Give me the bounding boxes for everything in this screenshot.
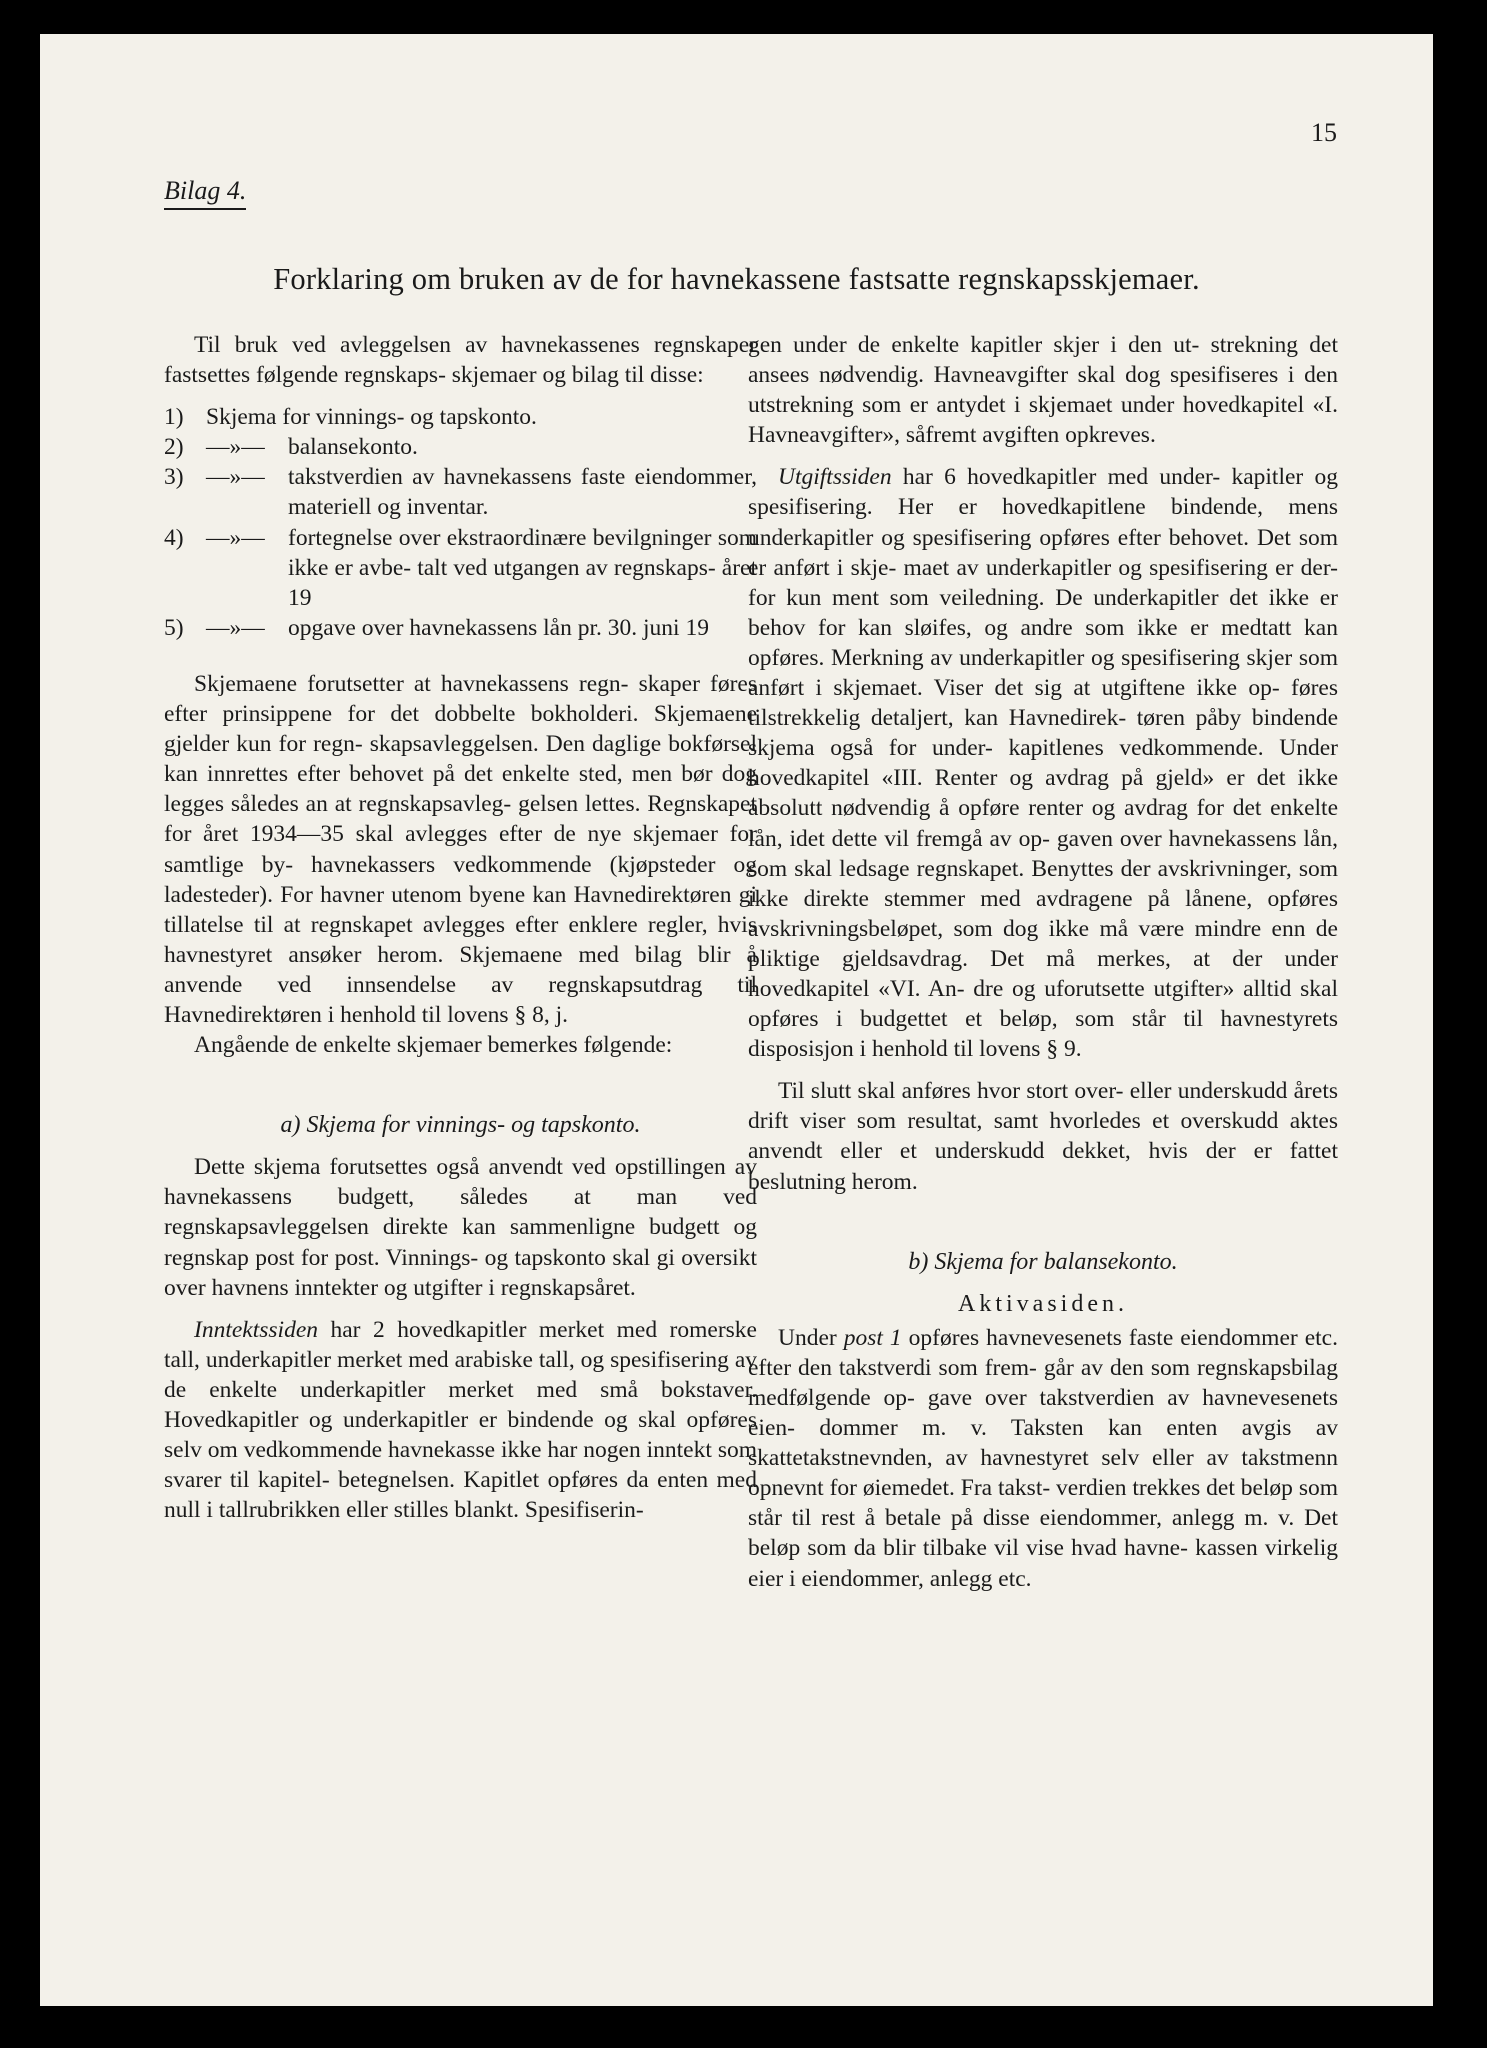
paragraph: gen under de enkelte kapitler skjer i den ut- strekning det ansees nødvendig. Havneavgifter skal dog spesifiseres i den utstrekning som er antydet i skjemaet under hovedkapitel «I. Havneavgifter», såfremt avgiften opkreves. <box>748 332 1338 449</box>
section-heading-a: a) Skjema for vinnings- og tapskonto. <box>280 1112 641 1139</box>
aktivasiden-heading: Aktivasiden. <box>958 1290 1128 1317</box>
page-number: 15 <box>1311 118 1337 147</box>
paragraph-text: opføres havnevesenets faste eiendommer etc. efter den takstverdi som frem- går av den som regnskapsbilag medfølgende op- gave over takstverdien av havnevesenets eien- dommer m. v. Taksten kan enten avgis av skattetakstnevnden, av havnestyret selv eller av takstmenn opnevnt for øiemedet. Fra takst- verdien trekkes det beløp som står til rest å betale på disse eiendommer, anlegg m. v. Det beløp som da blir tilbake vil vise hvad havne- kassen virkelig eier i eiendommer, anlegg etc. <box>748 1324 1338 1592</box>
list-number: 5) <box>164 614 184 641</box>
left-column <box>164 330 757 1525</box>
list-number: 1) <box>164 404 184 431</box>
ditto-mark: —»— <box>206 614 265 641</box>
ditto-mark: —»— <box>206 434 265 461</box>
list-text: opgave over havnekassens lån pr. 30. juni 19 <box>288 614 709 641</box>
paragraph: Til slutt skal anføres hvor stort over- eller underskudd årets drift viser som resultat, samt hvorledes et overskudd aktes anvendt eller et underskudd dekket, hvis der er fattet beslutning herom. <box>748 1078 1338 1195</box>
paragraph: Angående de enkelte skjemaer bemerkes følgende: <box>194 1032 673 1059</box>
list-item <box>164 432 757 462</box>
paragraph-text: har 2 hovedkapitler merket med romerske tall, underkapitler merket med arabiske tall, og spesifisering av de enkelte underkapitler merket med små bokstaver. Hovedkapitler og underkapitler er bindende og skal opføres selv om vedkommende havnekasse ikke har nogen inntekt som svarer til kapitel- betegnelsen. Kapitlet opføres da enten med null i tallrubrikken eller stilles blankt. Spesifiserin- <box>164 1316 757 1524</box>
paragraph-text: Under <box>778 1324 844 1351</box>
paragraph-text: har 6 hovedkapitler med under- kapitler og spesifisering. Her er hovedkapitlene bindende, mens underkapitler og spesifisering opføres efter behovet. Det som er anført i skje- maet av underkapitler og spesifisering er der- for kun ment som veiledning. De underkapitler det ikke er behov for kan sløifes, og andre som ikke er medtatt kan opføres. Merkning av underkapitler og spesifisering skjer som anført i skjemaet. Viser det sig at utgiftene ikke op- føres tilstrekkelig detaljert, kan Havnedirek- tøren påby bindende skjema også for under- kapitlenes vedkommende. Under hovedkapitel «III. Renter og avdrag på gjeld» er det ikke absolutt nødvendig å opføre renter og avdrag for det enkelte lån, idet dette vil fremgå av op- gaven over havnekassens lån, som skal ledsage regnskapet. Benyttes der avskrivninger, som ikke direkte stemmer med avdragene på lånene, opføres avskrivningsbeløpet, som dog ikke må være mindre enn de pliktige gjeldsavdrag. Det må merkes, at der under hovedkapitel «VI. An- dre og uforutsette utgifter» alltid skal opføres i budgettet et beløp, som står til havnestyrets disposisjon i henhold til lovens § 9. <box>748 464 1338 1063</box>
list-number: 2) <box>164 434 184 461</box>
document-page <box>40 34 1433 2006</box>
document-title: Forklaring om bruken av de for havnekassene fastsatte regnskapsskjemaer. <box>273 262 1200 296</box>
intro-paragraph: Til bruk ved avleggelsen av havnekassenes regnskaper fastsettes følgende regnskaps- skjemaer og bilag til disse: <box>164 332 757 389</box>
ditto-mark: —»— <box>206 464 265 491</box>
list-text: Skjema for vinnings- og tapskonto. <box>206 404 537 431</box>
list-item <box>164 462 757 522</box>
paragraph <box>748 1323 1338 1594</box>
emphasis-utgiftssiden: Utgiftssiden <box>778 464 892 491</box>
bilag-list <box>164 402 757 643</box>
list-item <box>164 613 757 643</box>
paragraph <box>164 1315 757 1526</box>
emphasis-inntektssiden: Inntektssiden <box>194 1316 318 1343</box>
paragraph: Skjemaene forutsetter at havnekassens regn- skaper føres efter prinsippene for det dobbelte bokholderi. Skjemaene gjelder kun for regn- skapsavleggelsen. Den daglige bokførsel kan innrettes efter behovet på det enkelte sted, men bør dog legges således an at regnskapsavleg- gelsen lettes. Regnskapet for året 1934—35 skal avlegges efter de nye skjemaer for samtlige by- havnekassers vedkommende (kjøpsteder og ladesteder). For havner utenom byene kan Havnedirektøren gi tillatelse til at regnskapet avlegges efter enklere regler, hvis havnestyret ansøker herom. Skjemaene med bilag blir å anvende ved innsendelse av regnskapsutdrag til Havnedirektøren i henhold til lovens § 8, j. <box>164 670 757 1028</box>
list-text: fortegnelse over ekstraordinære bevilgninger som ikke er avbe- talt ved utgangen av regnskaps- året 19 <box>288 524 757 611</box>
list-number: 3) <box>164 464 184 491</box>
list-text: balansekonto. <box>288 434 418 461</box>
list-text: takstverdien av havnekassens faste eiendommer, materiell og inventar. <box>288 464 757 521</box>
right-column <box>748 330 1338 1594</box>
bilag-label: Bilag 4. <box>164 176 246 210</box>
section-heading-b: b) Skjema for balansekonto. <box>908 1248 1178 1275</box>
ditto-mark: —»— <box>206 524 265 551</box>
list-number: 4) <box>164 524 184 551</box>
paragraph <box>748 462 1338 1064</box>
paragraph: Dette skjema forutsettes også anvendt ved opstillingen av havnekassens budgett, således at man ved regnskapsavleggelsen direkte kan sammenligne budgett og regnskap post for post. Vinnings- og tapskonto skal gi oversikt over havnens inntekter og utgifter i regnskapsåret. <box>164 1154 757 1301</box>
list-item <box>164 523 757 613</box>
emphasis-post: post 1 <box>843 1324 902 1351</box>
list-item <box>164 402 757 432</box>
